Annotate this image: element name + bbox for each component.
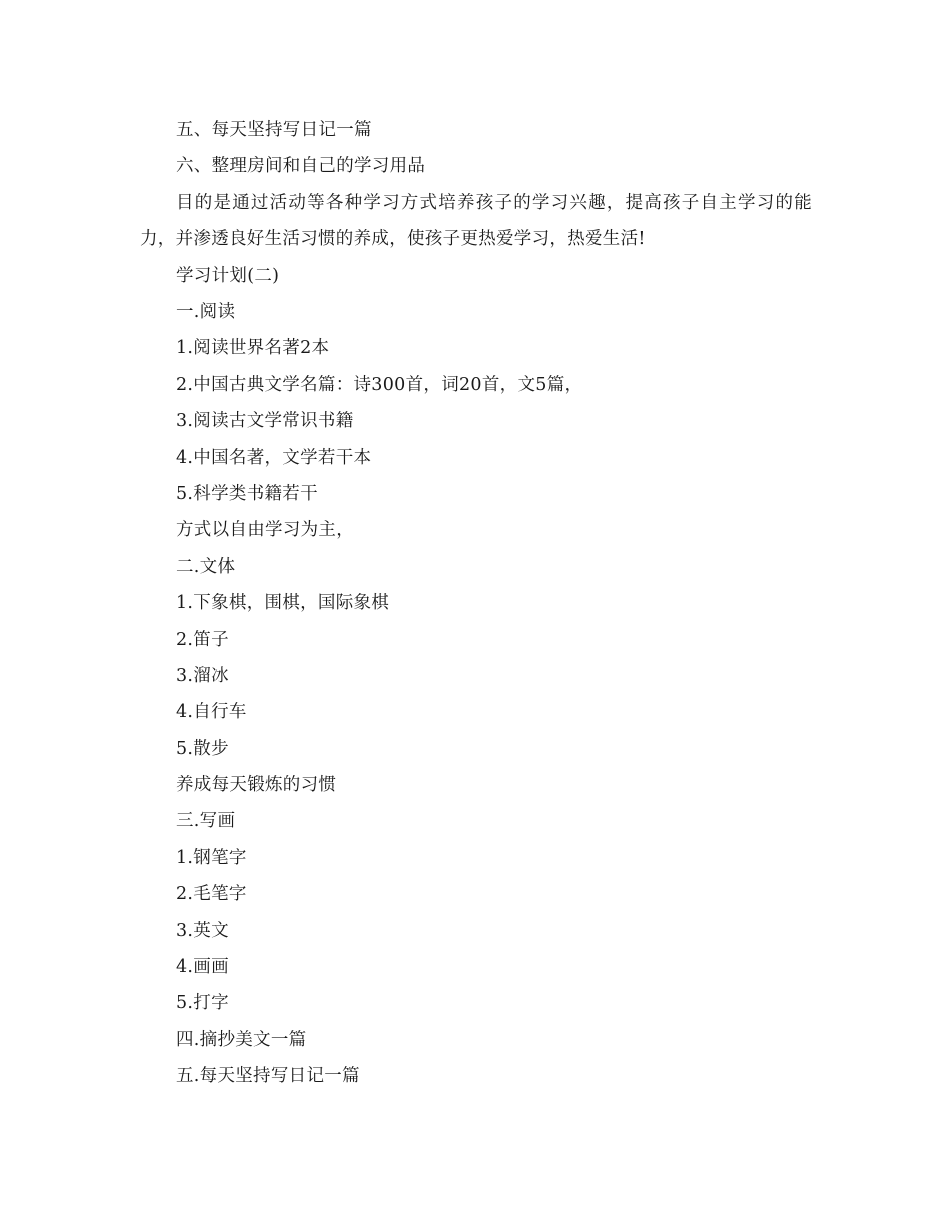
section-heading: 四.摘抄美文一篇 [176,1029,307,1050]
list-item: 2.毛笔字 [176,884,247,905]
list-item: 4.画画 [176,957,229,978]
text-line: 六、整理房间和自己的学习用品 [176,156,426,177]
list-item: 1.下象棋，围棋，国际象棋 [176,593,390,614]
section-heading: 五.每天坚持写日记一篇 [176,1066,360,1087]
section-heading: 三.写画 [176,811,236,832]
list-item: 3.英文 [176,920,229,941]
list-item: 3.阅读古文学常识书籍 [176,411,354,432]
list-item: 5.科学类书籍若干 [176,483,318,504]
list-item: 2.笛子 [176,629,229,650]
section-heading: 二.文体 [176,556,236,577]
section-title: 学习计划(二) [176,265,280,286]
list-item: 3.溜冰 [176,665,229,686]
list-item: 1.阅读世界名著2本 [176,338,330,359]
document-page [140,112,812,1095]
paragraph: 目的是通过活动等各种学习方式培养孩子的学习兴趣，提高孩子自主学习的能力，并渗透良好生活习惯的养成，使孩子更热爱学习，热爱生活! [140,192,812,250]
text-line: 五、每天坚持写日记一篇 [176,120,372,140]
list-item: 4.中国名著，文学若干本 [176,447,372,468]
list-item: 1.钢笔字 [176,847,247,868]
section-heading: 一.阅读 [176,301,236,322]
list-item: 5.散步 [176,738,229,759]
list-item: 5.打字 [176,993,229,1014]
note-line: 方式以自由学习为主， [176,520,354,541]
list-item: 4.自行车 [176,702,247,723]
note-line: 养成每天锻炼的习惯 [176,775,337,796]
list-item: 2.中国古典文学名篇：诗300首，词20首，文5篇， [176,374,583,395]
